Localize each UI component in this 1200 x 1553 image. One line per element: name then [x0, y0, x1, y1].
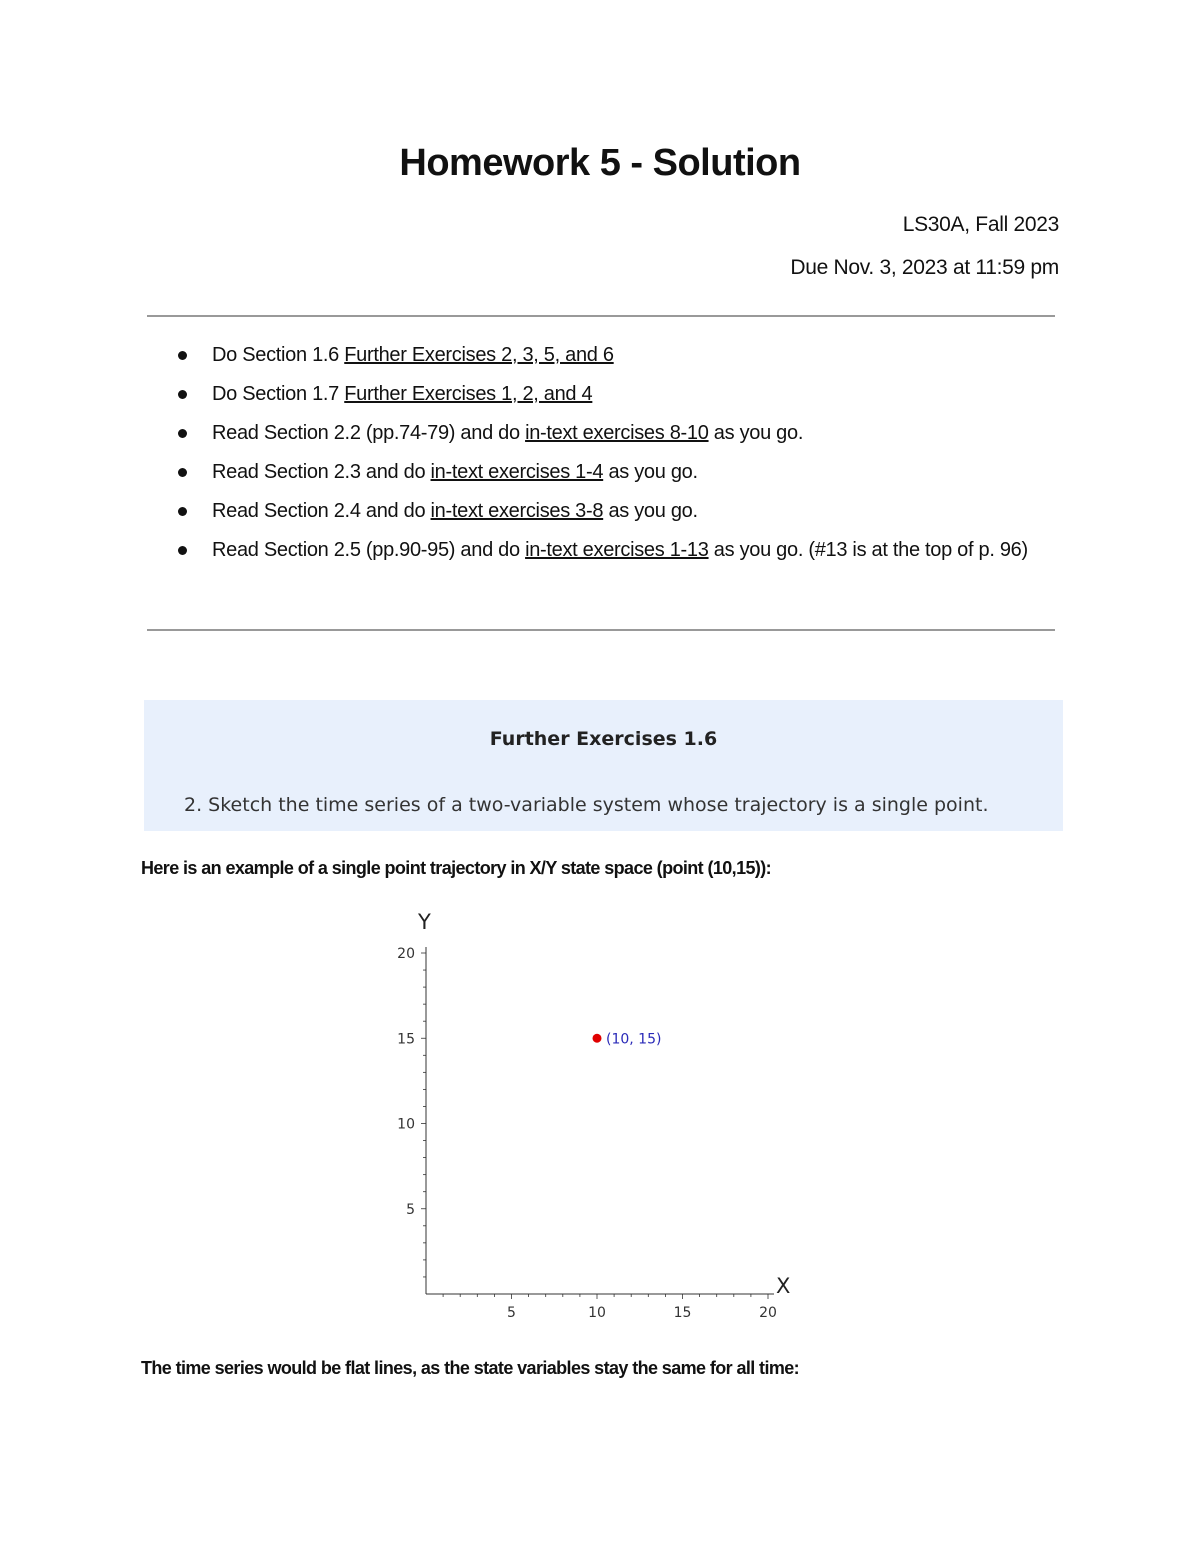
- bullet-icon: [178, 429, 187, 438]
- list-item: [176, 336, 1066, 375]
- list-item: [176, 492, 1066, 531]
- exercise-link[interactable]: in-text exercises 8-10: [525, 422, 709, 444]
- bullet-icon: [178, 468, 187, 477]
- list-item: [176, 531, 1066, 570]
- x-tick-label: 20: [759, 1305, 777, 1320]
- item-text: Read Section 2.3 and do: [212, 461, 431, 483]
- exercise-link[interactable]: in-text exercises 1-13: [525, 539, 709, 561]
- data-point-label: (10, 15): [606, 1031, 662, 1048]
- intro-paragraph: Here is an example of a single point trajectory in X/Y state space (point (10,15)):: [141, 858, 772, 878]
- x-tick-label: 5: [507, 1305, 516, 1320]
- bullet-icon: [178, 507, 187, 516]
- y-tick-label: 10: [397, 1116, 415, 1133]
- page-title: Homework 5 - Solution: [399, 142, 801, 184]
- item-text: as you go.: [603, 461, 698, 483]
- exercise-link[interactable]: in-text exercises 3-8: [430, 500, 604, 522]
- course-label: LS30A, Fall 2023: [902, 213, 1059, 236]
- item-text: Do Section 1.6: [212, 344, 345, 366]
- item-text: as you go. (#13 is at the top of p. 96): [708, 539, 1028, 561]
- item-text: Do Section 1.7: [212, 383, 345, 405]
- conclusion-paragraph: The time series would be flat lines, as the state variables stay the same for all time:: [141, 1358, 800, 1378]
- bullet-icon: [178, 351, 187, 360]
- list-item: [176, 453, 1066, 492]
- data-point: [593, 1034, 602, 1043]
- list-item: [176, 375, 1066, 414]
- state-space-chart: [380, 900, 820, 1320]
- exercise-heading: Further Exercises 1.6: [489, 728, 718, 750]
- x-axis-label: X: [776, 1274, 791, 1298]
- x-tick-label: 10: [588, 1305, 606, 1320]
- item-text: Read Section 2.2 (pp.74-79) and do: [212, 422, 526, 444]
- item-text: as you go.: [603, 500, 698, 522]
- exercise-box: [144, 700, 1063, 831]
- exercise-link[interactable]: in-text exercises 1-4: [430, 461, 604, 483]
- assignment-list: [176, 336, 1066, 570]
- y-tick-label: 20: [397, 946, 415, 962]
- item-text: Read Section 2.4 and do: [212, 500, 431, 522]
- due-date: Due Nov. 3, 2023 at 11:59 pm: [790, 256, 1059, 279]
- divider-top: [147, 315, 1055, 317]
- y-axis-label: Y: [418, 910, 431, 934]
- y-tick-label: 15: [397, 1031, 415, 1048]
- exercise-link[interactable]: Further Exercises 2, 3, 5, and 6: [344, 344, 614, 366]
- exercise-question: 2. Sketch the time series of a two-variable system whose trajectory is a single point.: [184, 794, 989, 816]
- divider-bottom: [147, 629, 1055, 631]
- item-text: Read Section 2.5 (pp.90-95) and do: [212, 539, 526, 561]
- bullet-icon: [178, 546, 187, 555]
- x-tick-label: 15: [673, 1305, 692, 1320]
- list-item: [176, 414, 1066, 453]
- item-text: as you go.: [708, 422, 804, 444]
- bullet-icon: [178, 390, 187, 399]
- y-tick-label: 5: [406, 1201, 415, 1218]
- exercise-link[interactable]: Further Exercises 1, 2, and 4: [344, 383, 593, 405]
